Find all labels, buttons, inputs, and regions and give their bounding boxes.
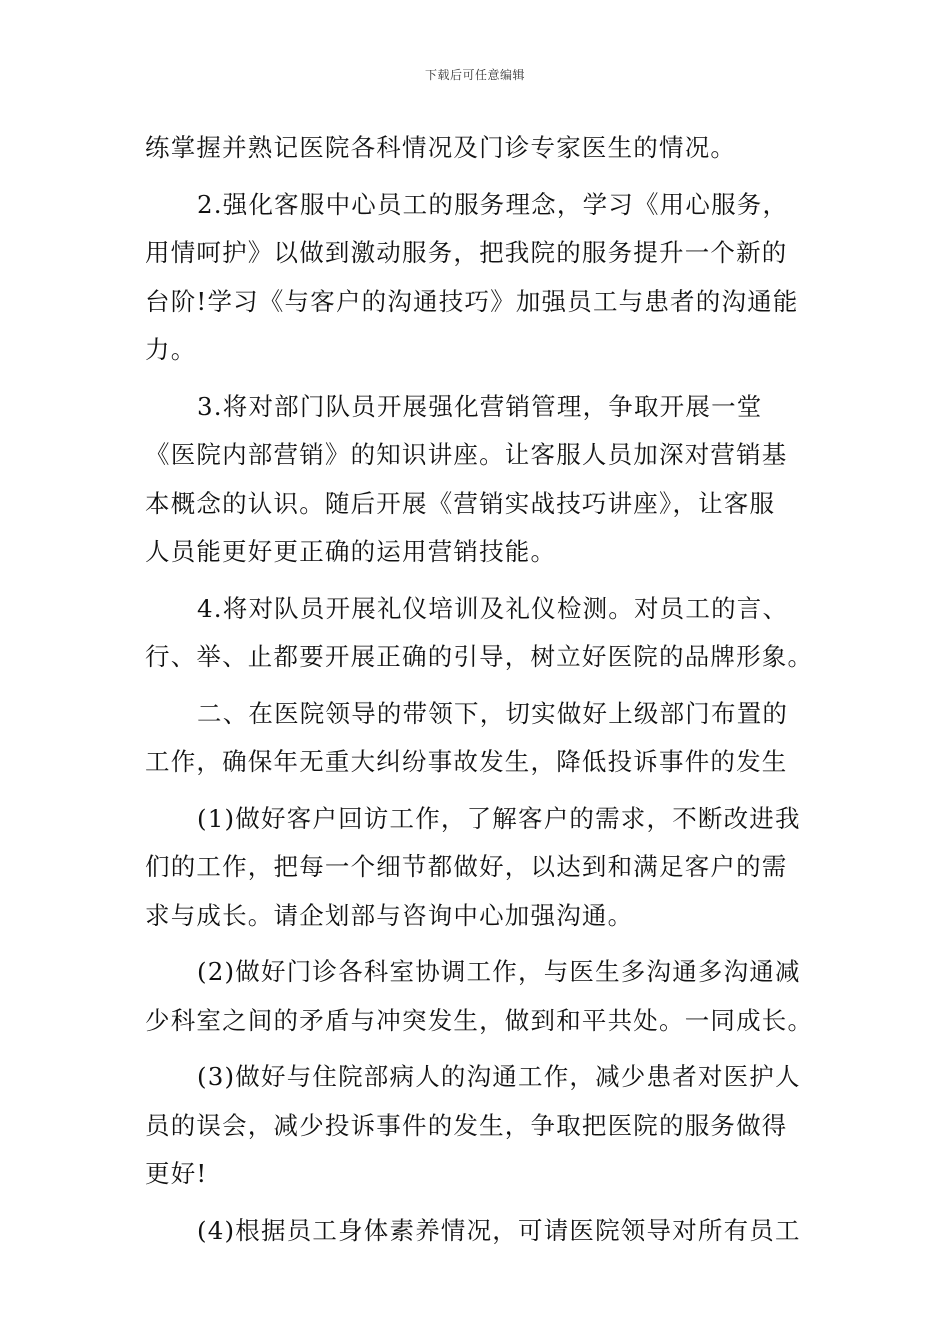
text-line: 4.将对队员开展礼仪培训及礼仪检测。对员工的言、: [197, 593, 789, 623]
text-line: 行、举、止都要开展正确的引导，树立好医院的品牌形象。: [145, 642, 814, 671]
paragraph: [145, 948, 814, 1045]
paragraph: [145, 383, 811, 577]
text-line: (1)做好客户回访工作，了解客户的需求，不断改进我: [197, 803, 801, 833]
document-body: [145, 124, 814, 1255]
text-line: 本概念的认识。随后开展《营销实战技巧讲座》，让客服: [145, 488, 776, 518]
text-line: 力。: [145, 335, 197, 364]
paragraph: [145, 1053, 811, 1199]
text-line: 用情呵护》以做到激动服务，把我院的服务提升一个新的: [145, 238, 788, 267]
text-line: 3.将对部门队员开展强化营销管理，争取开展一堂: [197, 391, 763, 421]
text-line: 更好!: [145, 1159, 208, 1188]
paragraph: [145, 124, 811, 173]
text-line: 们的工作，把每一个细节都做好，以达到和满足客户的需: [145, 852, 788, 881]
text-line: 员的误会，减少投诉事件的发生，争取把医院的服务做得: [145, 1110, 788, 1140]
text-line: 2.强化客服中心员工的服务理念，学习《用心服务，: [197, 189, 789, 219]
text-line: (2)做好门诊各科室协调工作，与医生多沟通多沟通减: [197, 957, 801, 986]
text-line: 练掌握并熟记医院各科情况及门诊专家医生的情况。: [145, 133, 737, 162]
paragraph: [145, 795, 811, 941]
paragraph: [145, 585, 814, 682]
paragraph: [145, 1207, 811, 1256]
text-line: 二、在医院领导的带领下，切实做好上级部门布置的: [197, 698, 789, 728]
paragraph: [145, 181, 811, 375]
text-line: 工作，确保年无重大纠纷事故发生，降低投诉事件的发生: [145, 747, 788, 776]
page-header: 下载后可任意编辑: [424, 68, 525, 82]
paragraph: [145, 690, 811, 787]
text-line: 《医院内部营销》的知识讲座。让客服人员加深对营销基: [145, 440, 788, 469]
text-line: 人员能更好更正确的运用营销技能。: [145, 537, 557, 566]
text-line: 少科室之间的矛盾与冲突发生，做到和平共处。一同成长。: [145, 1005, 814, 1035]
text-line: 台阶!学习《与客户的沟通技巧》加强员工与患者的沟通能: [145, 286, 799, 316]
text-line: (3)做好与住院部病人的沟通工作，减少患者对医护人: [197, 1062, 801, 1091]
text-line: 求与成长。请企划部与咨询中心加强沟通。: [145, 900, 634, 930]
text-line: (4)根据员工身体素养情况，可请医院领导对所有员工: [197, 1215, 801, 1245]
